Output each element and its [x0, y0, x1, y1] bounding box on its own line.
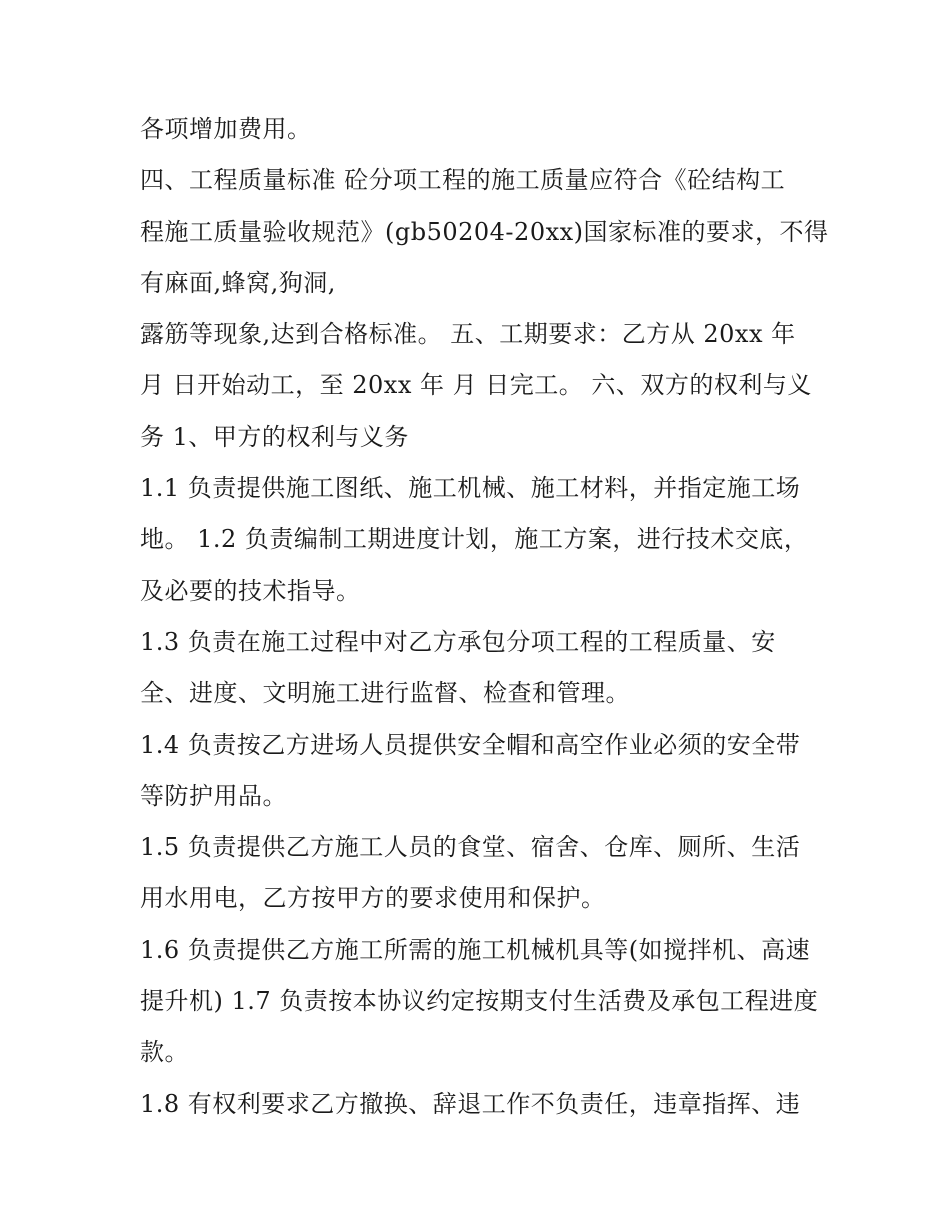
text-line: 用水用电，乙方按甲方的要求使用和保护。 [140, 884, 606, 913]
text-line: 款。 [140, 1038, 189, 1067]
text-line: 1.4 负责按乙方进场人员提供安全帽和高空作业必须的安全带 [140, 730, 801, 759]
text-line: 1.1 负责提供施工图纸、施工机械、施工材料，并指定施工场 [140, 474, 801, 503]
text-line: 全、进度、文明施工进行监督、检查和管理。 [140, 679, 630, 708]
text-line: 1.8 有权利要求乙方撤换、辞退工作不负责任，违章指挥、违 [140, 1089, 801, 1118]
text-line: 1.6 负责提供乙方施工所需的施工机械机具等(如搅拌机、高速 [140, 935, 811, 964]
contract-text [140, 104, 829, 1130]
text-line: 月 日开始动工，至 20xx 年 月 日完工。 六、双方的权利与义 [140, 371, 812, 400]
text-line: 及必要的技术指导。 [140, 576, 361, 605]
text-line: 务 1、甲方的权利与义务 [140, 422, 409, 451]
text-line: 程施工质量验收规范》(gb50204-20xx)国家标准的要求，不得 [140, 217, 829, 246]
text-line: 各项增加费用。 [140, 115, 312, 143]
text-line: 1.5 负责提供乙方施工人员的食堂、宿舍、仓库、厕所、生活 [140, 833, 801, 862]
text-line: 四、工程质量标准 砼分项工程的施工质量应符合《砼结构工 [140, 166, 786, 195]
text-line: 有麻面,蜂窝,狗洞, [140, 268, 336, 297]
text-line: 露筋等现象,达到合格标准。 五、工期要求：乙方从 20xx 年 [140, 320, 796, 349]
text-line: 地。 1.2 负责编制工期进度计划，施工方案，进行技术交底， [140, 525, 809, 554]
text-line: 等防护用品。 [140, 781, 287, 810]
text-line: 提升机) 1.7 负责按本协议约定按期支付生活费及承包工程进度 [140, 987, 819, 1016]
text-line: 1.3 负责在施工过程中对乙方承包分项工程的工程质量、安 [140, 627, 776, 656]
